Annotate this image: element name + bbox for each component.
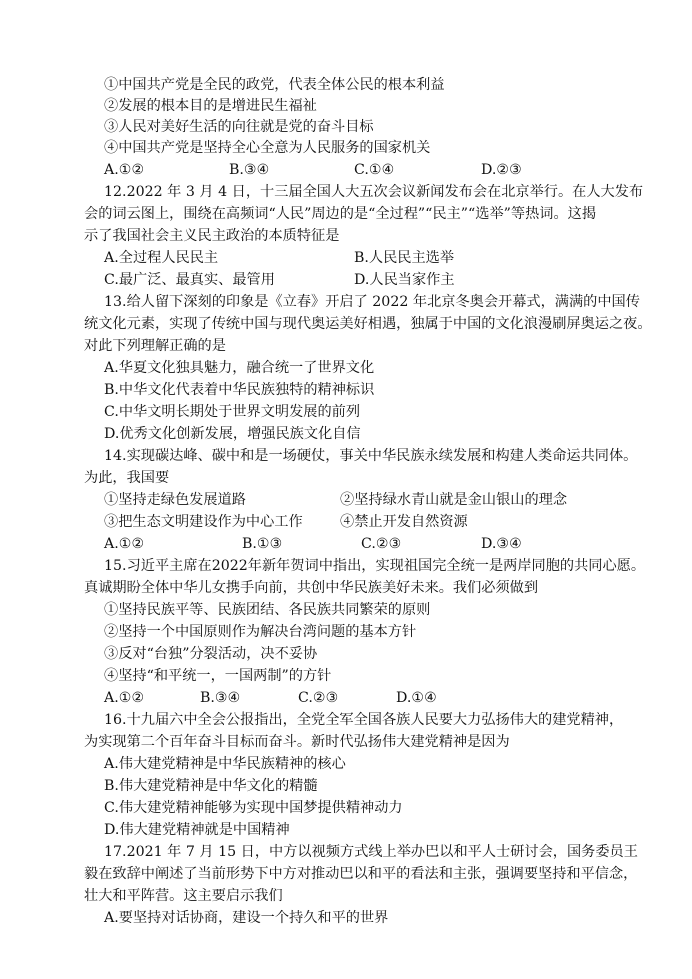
q11-item-4: ④中国共产党是坚持全心全意为人民服务的国家机关: [104, 140, 431, 156]
q13-stem-line-3: 对此下列理解正确的是: [84, 338, 226, 354]
q14-option-c: C.②③: [361, 536, 402, 552]
q12-option-a: A.全过程人民民主: [104, 250, 219, 266]
q17-stem-line-2: 毅在致辞中阐述了当前形势下中方对推动巴以和平的看法和主张，强调要坚持和平信念，: [84, 866, 638, 882]
q12-stem-line-3: 示了我国社会主义民主政治的本质特征是: [84, 228, 340, 244]
q15-item-3: ③反对“台独”分裂活动，决不妥协: [104, 646, 318, 662]
q15-item-4: ④坚持“和平统一，一国两制”的方针: [104, 668, 332, 684]
q14-item-3: ③把生态文明建设作为中心工作: [104, 514, 303, 530]
q15-item-2: ②坚持一个中国原则作为解决台湾问题的基本方针: [104, 624, 417, 640]
q17-option-a: A.要坚持对话协商，建设一个持久和平的世界: [104, 910, 389, 926]
q12-stem-line-1: 12.2022 年 3 月 4 日，十三届全国人大五次会议新闻发布会在北京举行。在人大发布: [104, 184, 644, 200]
q17-stem-line-3: 壮大和平阵营。这主要启示我们: [84, 888, 283, 904]
q14-option-b: B.①③: [242, 536, 283, 552]
q15-option-a: A.①②: [104, 690, 145, 706]
q11-item-3: ③人民对美好生活的向往就是党的奋斗目标: [104, 119, 374, 135]
q14-stem-line-2: 为此，我国要: [84, 470, 170, 486]
q11-option-b: B.③④: [229, 162, 270, 178]
q15-option-b: B.③④: [200, 690, 241, 706]
q14-item-2: ②坚持绿水青山就是金山银山的理念: [340, 492, 568, 508]
q15-option-c: C.②③: [298, 690, 339, 706]
q12-option-d: D.人民当家作主: [354, 272, 455, 288]
q13-option-b: B.中华文化代表着中华民族独特的精神标识: [104, 382, 375, 398]
q12-option-c: C.最广泛、最真实、最管用: [104, 272, 275, 288]
q11-item-1: ①中国共产党是全民的政党，代表全体公民的根本利益: [104, 77, 445, 93]
q15-stem-line-2: 真诚期盼全体中华儿女携手向前，共创中华民族美好未来。我们必须做到: [84, 580, 539, 596]
q16-stem-line-1: 16.十九届六中全会公报指出，全党全军全国各族人民要大力弘扬伟大的建党精神，: [104, 712, 624, 728]
q16-option-b: B.伟大建党精神是中华文化的精髓: [104, 778, 318, 794]
q12-stem-line-2: 会的词云图上，围绕在高频词“人民”周边的是“全过程”“民主”“选举”等热词。这揭: [84, 206, 597, 222]
q14-option-a: A.①②: [104, 536, 145, 552]
q14-item-4: ④禁止开发自然资源: [340, 514, 468, 530]
q13-stem-line-2: 统文化元素，实现了传统中国与现代奥运美好相遇，独属于中国的文化浪漫刷屏奥运之夜。: [84, 316, 652, 332]
q15-item-1: ①坚持民族平等、民族团结、各民族共同繁荣的原则: [104, 602, 431, 618]
q14-stem-line-1: 14.实现碳达峰、碳中和是一场硬仗，事关中华民族永续发展和构建人类命运共同体。: [104, 448, 638, 464]
q11-option-a: A.①②: [104, 162, 145, 178]
q15-stem-line-1: 15.习近平主席在2022年新年贺词中指出，实现祖国完全统一是两岸同胞的共同心愿。: [104, 558, 646, 574]
q13-option-a: A.华夏文化独具魅力，融合统一了世界文化: [104, 360, 375, 376]
q16-option-a: A.伟大建党精神是中华民族精神的核心: [104, 756, 346, 772]
q12-option-b: B.人民民主选举: [354, 250, 455, 266]
q14-item-1: ①坚持走绿色发展道路: [104, 492, 246, 508]
q13-option-d: D.优秀文化创新发展，增强民族文化自信: [104, 426, 361, 442]
q15-option-d: D.①④: [396, 690, 437, 706]
q16-option-d: D.伟大建党精神就是中国精神: [104, 822, 290, 838]
q13-option-c: C.中华文明长期处于世界文明发展的前列: [104, 404, 361, 420]
q13-stem-line-1: 13.给人留下深刻的印象是《立春》开启了 2022 年北京冬奥会开幕式，满满的中国传: [104, 294, 640, 310]
q16-option-c: C.伟大建党精神能够为实现中国梦提供精神动力: [104, 800, 403, 816]
q17-stem-line-1: 17.2021 年 7 月 15 日，中方以视频方式线上举办巴以和平人士研讨会，国务委员王: [104, 844, 638, 860]
q11-item-2: ②发展的根本目的是增进民生福祉: [104, 98, 317, 114]
q11-option-c: C.①④: [354, 162, 395, 178]
q11-option-d: D.②③: [481, 162, 522, 178]
q14-option-d: D.③④: [481, 536, 522, 552]
q16-stem-line-2: 为实现第二个百年奋斗目标而奋斗。新时代弘扬伟大建党精神是因为: [84, 734, 510, 750]
